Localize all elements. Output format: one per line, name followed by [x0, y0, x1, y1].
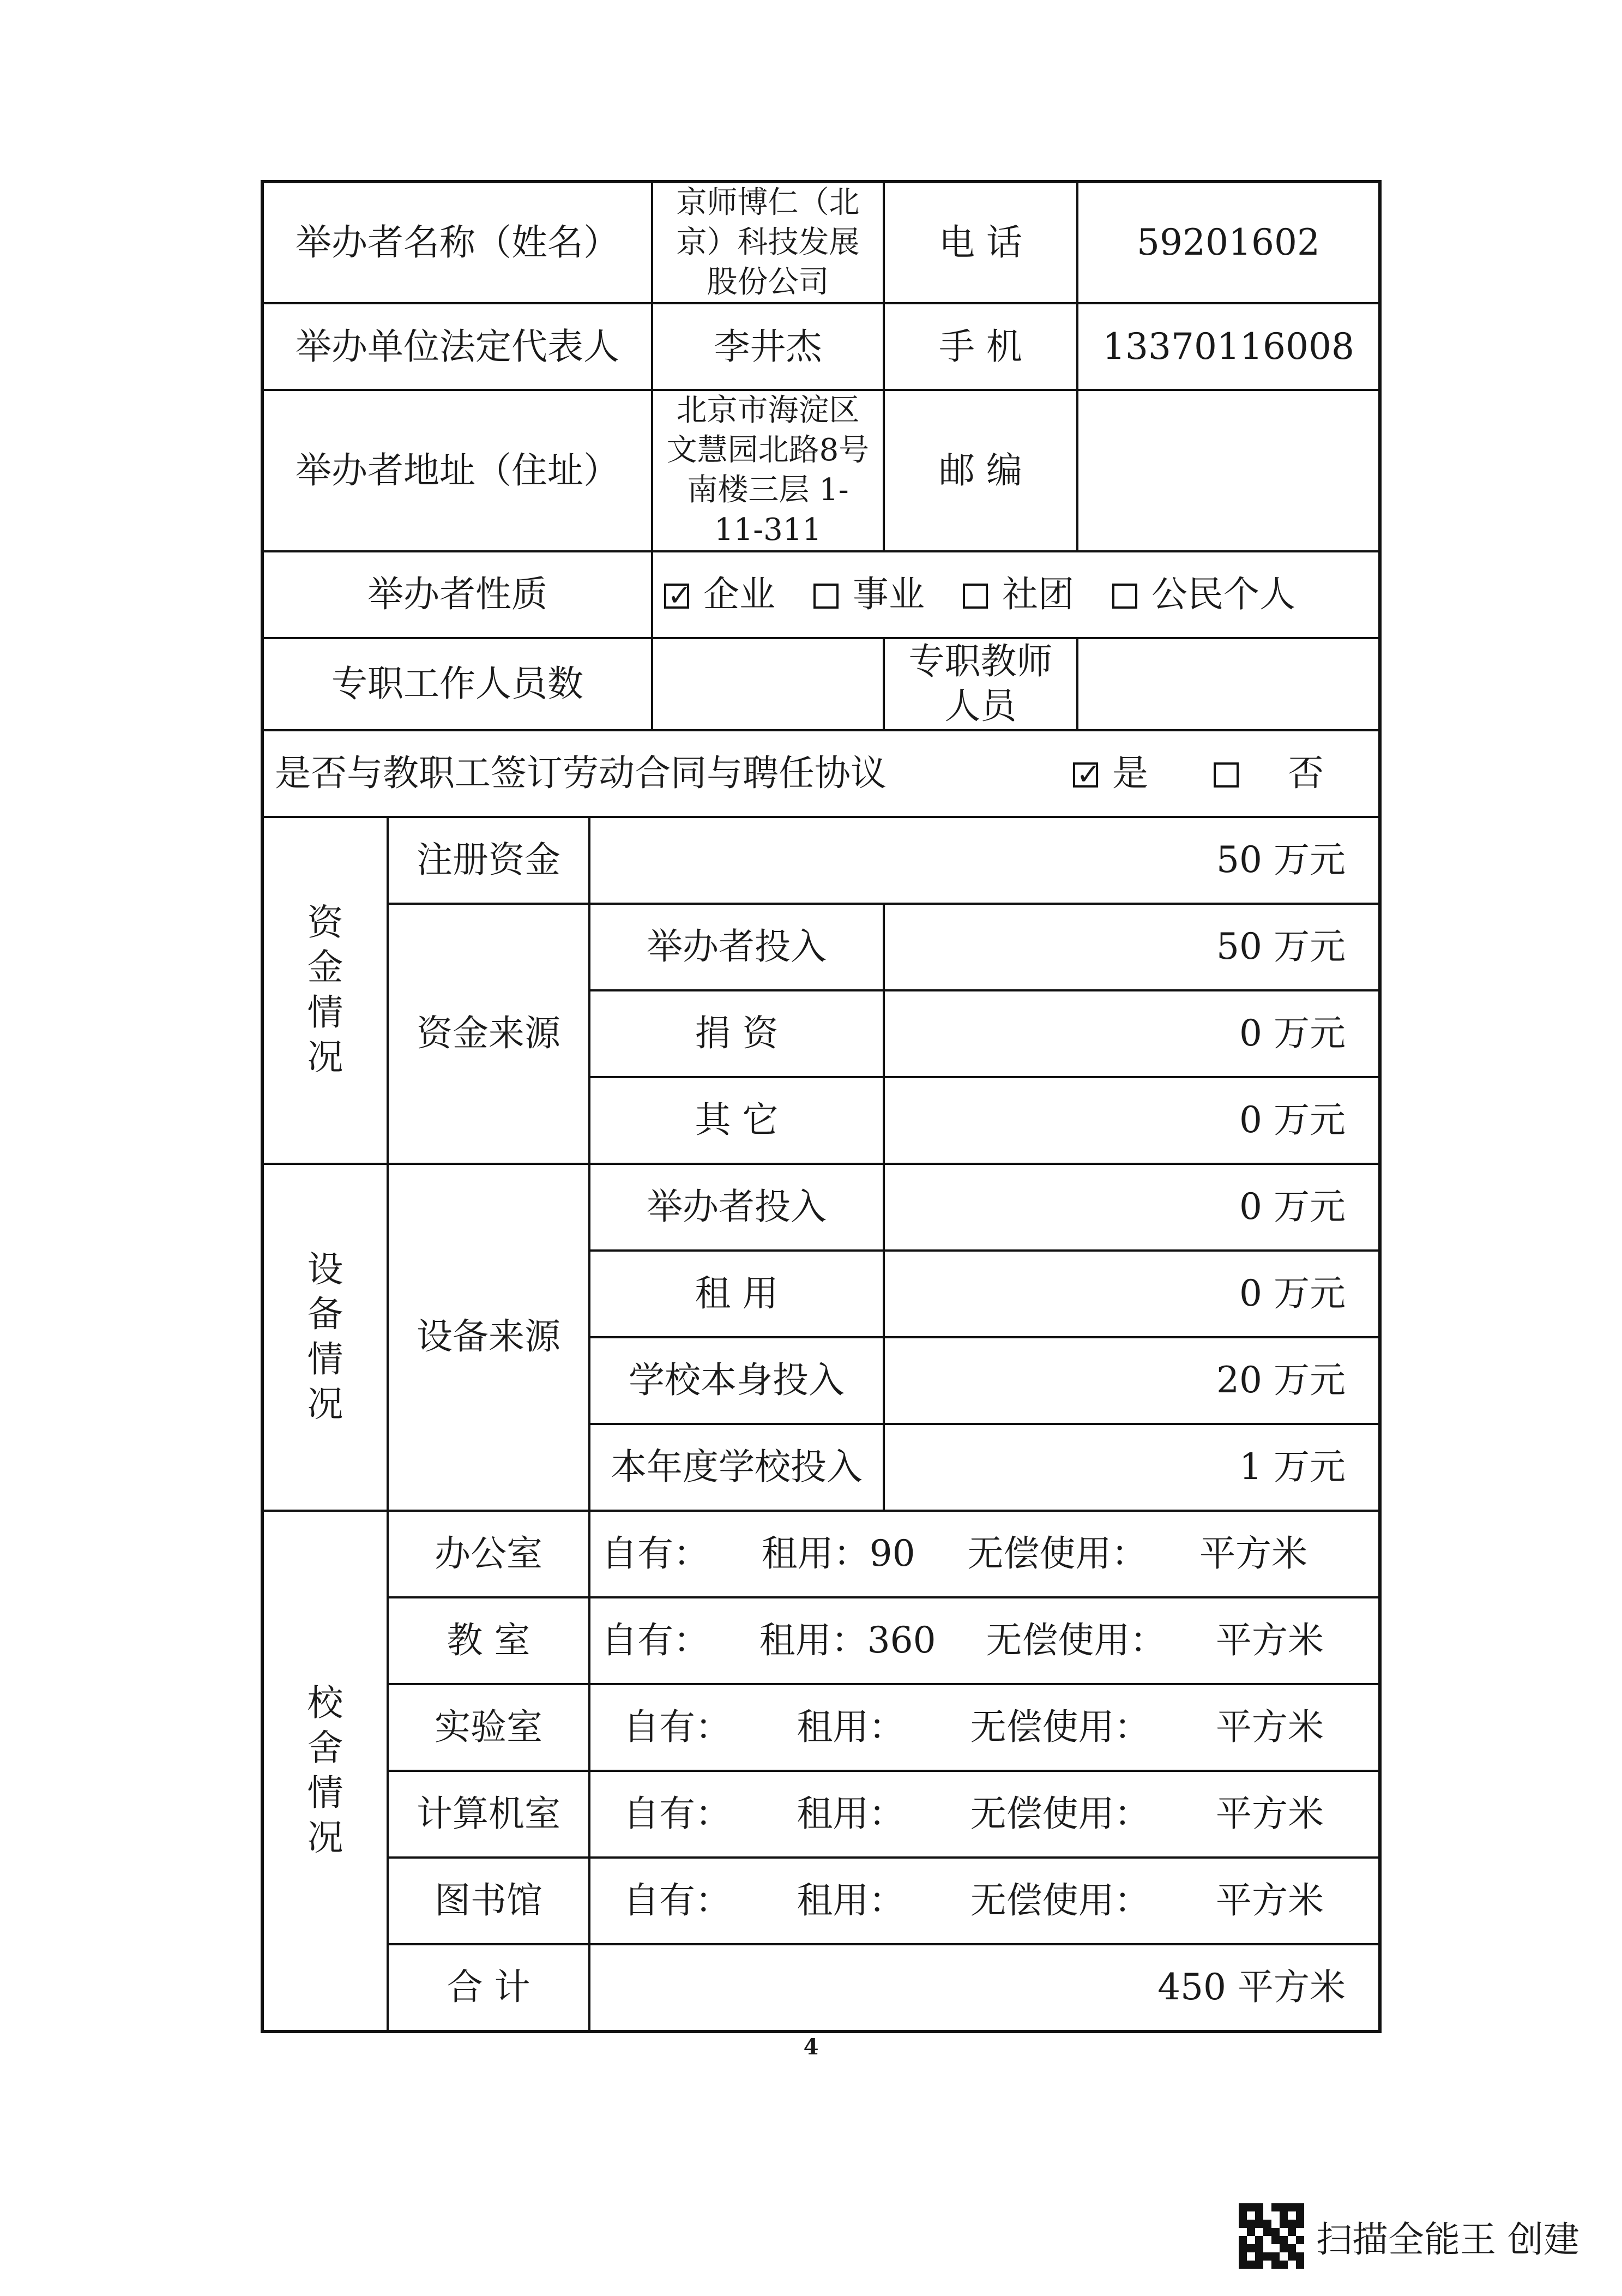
rented-label: 租用：360: [759, 1619, 936, 1661]
premises-section-label: 校舍情况: [262, 1511, 388, 2031]
premises-total-row: [262, 1944, 1380, 2031]
premises-room-label: 计算机室: [388, 1771, 589, 1858]
free-use-label: 无偿使用：: [967, 1532, 1148, 1574]
staff-label: 专职工作人员数: [262, 638, 652, 730]
premises-row: [262, 1684, 1380, 1771]
premises-room-values: [589, 1684, 1380, 1771]
registered-capital-label: 注册资金: [388, 817, 589, 904]
rented-label: 租用：: [797, 1879, 905, 1921]
page-number: 4: [803, 2034, 819, 2060]
legal-rep-value: 李井杰: [652, 303, 884, 390]
equipment-item-value: 1 万元: [884, 1424, 1380, 1511]
contract-yes-option[interactable]: [1073, 751, 1148, 796]
rented-label: 租用：90: [761, 1532, 915, 1574]
option-label: 否: [1288, 752, 1324, 794]
funds-source-label: 资金来源: [388, 904, 589, 1164]
organizer-name-label: 举办者名称（姓名）: [262, 182, 652, 303]
equipment-item-label: 本年度学校投入: [589, 1424, 884, 1511]
funds-section-label: 资金情况: [262, 817, 388, 1164]
premises-room-label: 图书馆: [388, 1858, 589, 1944]
registered-capital-value: 50 万元: [589, 817, 1380, 904]
premises-room-label: 教 室: [388, 1597, 589, 1684]
equipment-item-label: 举办者投入: [589, 1164, 884, 1251]
qr-code-icon: [1239, 2203, 1304, 2269]
option-label: 社团: [1002, 573, 1074, 615]
nature-label: 举办者性质: [262, 551, 652, 638]
organizer-name-value: 京师博仁（北京）科技发展股份公司: [652, 182, 884, 303]
checkbox-icon: [1112, 584, 1137, 609]
scanner-watermark: [1239, 2203, 1579, 2269]
free-use-label: 无偿使用：: [970, 1879, 1150, 1921]
mobile-label: 手 机: [884, 303, 1077, 390]
legal-rep-label: 举办单位法定代表人: [262, 303, 652, 390]
premises-total-value: 450 平方米: [589, 1944, 1380, 2031]
unit-label: 平方米: [1216, 1619, 1324, 1661]
equipment-item-value: 0 万元: [884, 1164, 1380, 1251]
funds-item-value: 50 万元: [884, 904, 1380, 990]
equipment-source-label: 设备来源: [388, 1164, 589, 1511]
equipment-row: [262, 1164, 1380, 1251]
legal-rep-row: [262, 303, 1380, 390]
owned-label: 自有：: [623, 1792, 731, 1835]
teachers-value: [1077, 638, 1380, 730]
funds-item-label: 举办者投入: [589, 904, 884, 990]
equipment-section-label: 设备情况: [262, 1164, 388, 1511]
checked-box-icon: [664, 584, 689, 609]
staff-value: [652, 638, 884, 730]
option-label: 公民个人: [1151, 573, 1295, 615]
mobile-value: 13370116008: [1077, 303, 1380, 390]
address-label: 举办者地址（住址）: [262, 390, 652, 551]
contract-question: 是否与教职工签订劳动合同与聘任协议: [275, 752, 887, 794]
phone-value: 59201602: [1077, 182, 1380, 303]
phone-label: 电 话: [884, 182, 1077, 303]
unit-label: 平方米: [1215, 1705, 1324, 1748]
equipment-item-value: 0 万元: [884, 1251, 1380, 1337]
premises-row: [262, 1597, 1380, 1684]
free-use-label: 无偿使用：: [970, 1792, 1150, 1835]
premises-room-values: [589, 1858, 1380, 1944]
owned-label: 自有：: [623, 1879, 731, 1921]
organizer-name-row: [262, 182, 1380, 303]
nature-row: [262, 551, 1380, 638]
nature-option-association[interactable]: [963, 572, 1074, 617]
unit-label: 平方米: [1215, 1879, 1324, 1921]
school-info-form: [261, 180, 1382, 2033]
unit-label: 平方米: [1199, 1532, 1307, 1574]
option-label: 是: [1112, 752, 1149, 794]
unit-label: 平方米: [1215, 1792, 1324, 1835]
teachers-label: 专职教师人员: [884, 638, 1077, 730]
nature-option-individual[interactable]: [1112, 572, 1295, 617]
checkbox-icon: [963, 584, 988, 609]
funds-item-label: 捐 资: [589, 990, 884, 1077]
premises-row: [262, 1511, 1380, 1597]
rented-label: 租用：: [797, 1792, 905, 1835]
postcode-value: [1077, 390, 1380, 551]
equipment-item-value: 20 万元: [884, 1337, 1380, 1424]
address-row: [262, 390, 1380, 551]
rented-label: 租用：: [797, 1705, 905, 1748]
premises-row: [262, 1771, 1380, 1858]
address-value: 北京市海淀区文慧园北路8号南楼三层 1-11-311: [652, 390, 884, 551]
premises-total-label: 合 计: [388, 1944, 589, 2031]
funds-item-label: 其 它: [589, 1077, 884, 1164]
scanner-credit-text: 扫描全能王 创建: [1316, 2218, 1579, 2261]
postcode-label: 邮 编: [884, 390, 1077, 551]
owned-label: 自有：: [601, 1619, 709, 1661]
contract-no-option[interactable]: [1214, 751, 1324, 796]
contract-cell: [262, 730, 1380, 817]
funds-source-row: [262, 904, 1380, 990]
equipment-item-label: 租 用: [589, 1251, 884, 1337]
option-label: 事业: [853, 573, 925, 615]
owned-label: 自有：: [623, 1705, 731, 1748]
checked-box-icon: [1073, 762, 1098, 788]
premises-room-label: 办公室: [388, 1511, 589, 1597]
nature-option-institution[interactable]: [813, 572, 925, 617]
free-use-label: 无偿使用：: [970, 1705, 1150, 1748]
staff-row: [262, 638, 1380, 730]
nature-option-enterprise[interactable]: [664, 572, 775, 617]
checkbox-icon: [813, 584, 839, 609]
premises-room-values: [589, 1511, 1380, 1597]
owned-label: 自有：: [601, 1532, 709, 1574]
option-label: 企业: [703, 573, 775, 615]
funds-item-value: 0 万元: [884, 1077, 1380, 1164]
contract-options: [1073, 751, 1367, 796]
funds-item-value: 0 万元: [884, 990, 1380, 1077]
checkbox-icon: [1214, 762, 1239, 788]
nature-options: [652, 551, 1380, 638]
equipment-item-label: 学校本身投入: [589, 1337, 884, 1424]
registered-capital-row: [262, 817, 1380, 904]
contract-row: [262, 730, 1380, 817]
premises-room-label: 实验室: [388, 1684, 589, 1771]
premises-row: [262, 1858, 1380, 1944]
premises-room-values: [589, 1771, 1380, 1858]
premises-room-values: [589, 1597, 1380, 1684]
free-use-label: 无偿使用：: [986, 1619, 1166, 1661]
